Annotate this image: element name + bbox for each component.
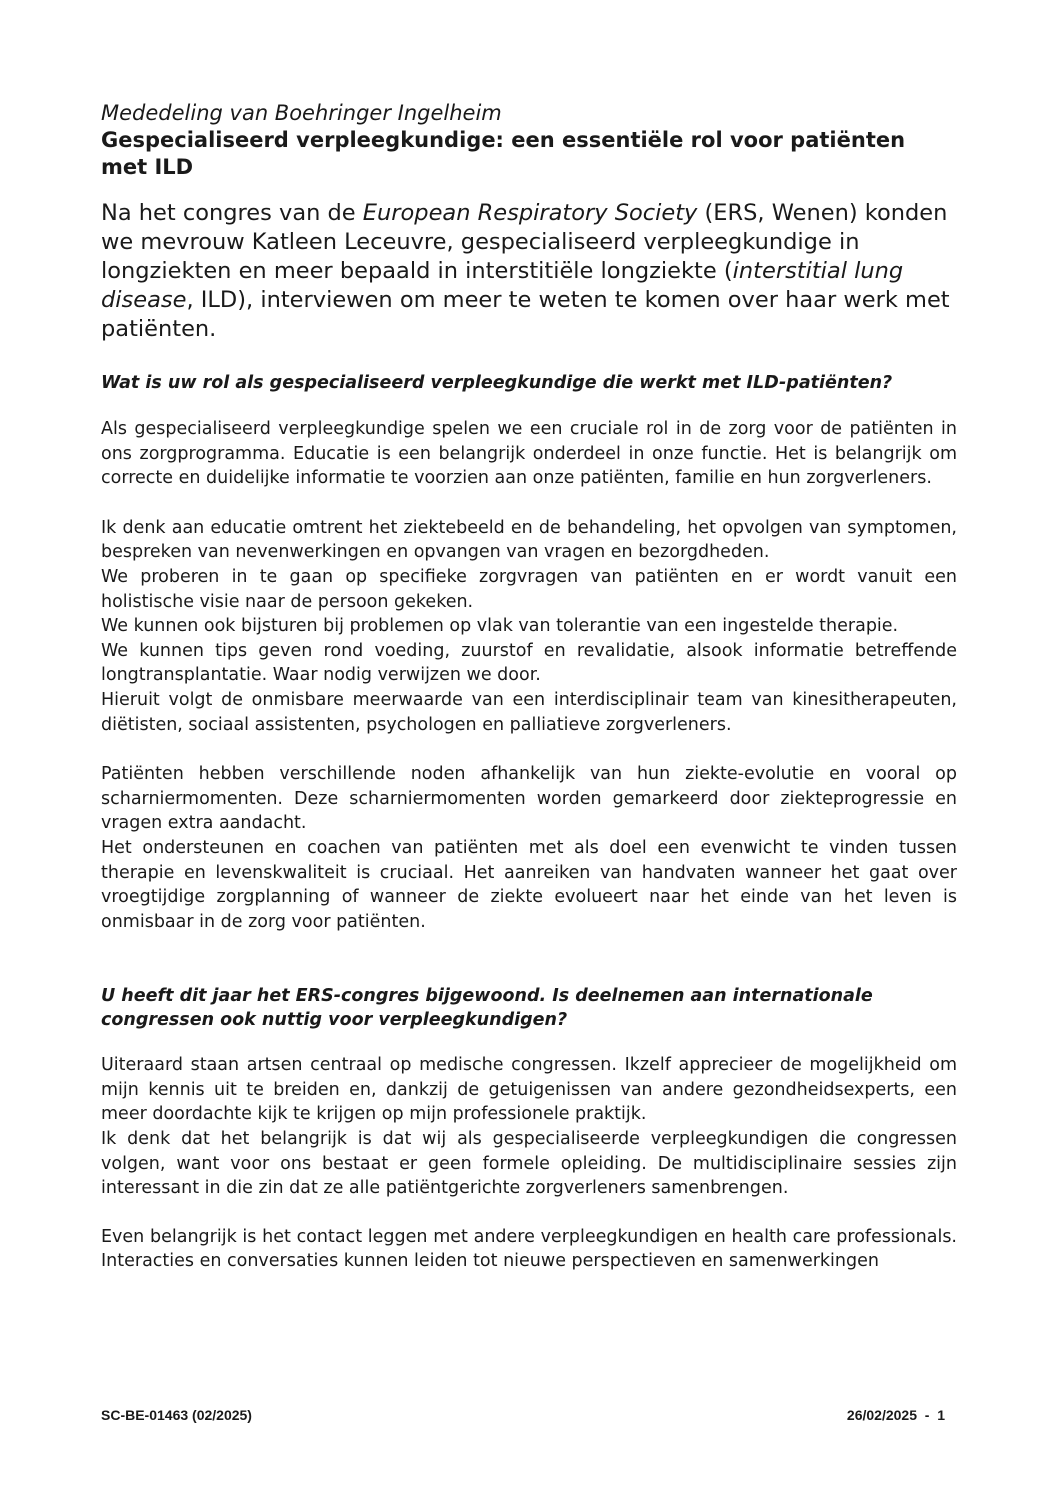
answer-1-paragraph-1: Als gespecialiseerd verpleegkundige spelen we een cruciale rol in de zorg voor de patiënten in ons zorgprogramma. Educatie is een belangrijk onderdeel in onze functie. Het is belangrijk om correcte en duidelijke informatie te voorzien aan onze patiënten, familie en hun zorgverleners. xyxy=(101,419,957,489)
question-2: U heeft dit jaar het ERS-congres bijgewoond. Is deelnemen aan internationale congressen ook nuttig voor verpleegkundigen? xyxy=(101,986,873,1031)
answer-1-paragraph-2 xyxy=(101,516,957,737)
kicker: Mededeling van Boehringer Ingelheim xyxy=(101,101,502,125)
answer-1-p2-line-5: Hieruit volgt de onmisbare meerwaarde van een interdisciplinair team van kinesitherapeuten, diëtisten, sociaal assistenten, psychologen en palliatieve zorgverleners. xyxy=(101,689,957,735)
answer-1-p2-line-4: We kunnen tips geven rond voeding, zuurstof en revalidatie, alsook informatie betreffende longtransplantatie. Waar nodig verwijzen we door. xyxy=(101,640,957,686)
document-page xyxy=(101,100,957,1274)
date-page-number: 26/02/2025 - 1 xyxy=(846,1407,945,1423)
answer-2-paragraph-1 xyxy=(101,1053,957,1201)
answer-2-paragraph-2: Even belangrijk is het contact leggen met andere verpleegkundigen en health care professionals. Interacties en conversaties kunnen leiden tot nieuwe perspectieven en samenwerkingen xyxy=(101,1226,957,1272)
lead-text-3: , ILD), interviewen om meer te weten te komen over haar werk met patiënten. xyxy=(101,287,950,342)
article-title: Gespecialiseerd verpleegkundige: een essentiële rol voor patiënten met ILD xyxy=(101,128,906,179)
answer-2-p1-line-2: Ik denk dat het belangrijk is dat wij als gespecialiseerde verpleegkundigen die congressen volgen, want voor ons bestaat er geen formele opleiding. De multidisciplinaire sessies zijn interessant in die zin dat ze alle patiëntgerichte zorgverleners samenbrengen. xyxy=(101,1129,957,1199)
lead-text-2: (ERS, Wenen) konden we mevrouw Katleen Leceuvre, gespecialiseerd verpleegkundige in longziekten en meer bepaald in interstitiële longziekte ( xyxy=(101,200,948,284)
lead-ers-italic: European Respiratory Society xyxy=(362,200,698,226)
lead-ild-italic: interstitial lung disease xyxy=(101,258,904,313)
question-1: Wat is uw rol als gespecialiseerd verpleegkundige die werkt met ILD-patiënten? xyxy=(101,373,893,393)
answer-1-p2-line-3: We kunnen ook bijsturen bij problemen op vlak van tolerantie van een ingestelde therapie. xyxy=(101,616,899,637)
answer-1-p2-line-1: Ik denk aan educatie omtrent het ziektebeeld en de behandeling, het opvolgen van symptomen, bespreken van nevenwerkingen en opvangen van vragen en bezorgdheden. xyxy=(101,517,957,563)
answer-1-p3-line-2: Het ondersteunen en coachen van patiënten met als doel een evenwicht te vinden tussen therapie en levenskwaliteit is cruciaal. Het aanreiken van handvaten wanneer het gaat over vroegtijdige zorgplanning of wanneer de ziekte evolueert naar het einde van het leven is onmisbaar in de zorg voor patiënten. xyxy=(101,837,957,932)
answer-1-paragraph-3 xyxy=(101,762,957,934)
answer-2-p1-line-1: Uiteraard staan artsen centraal op medische congressen. Ikzelf apprecieer de mogelijkheid om mijn kennis uit te breiden en, dankzij de getuigenissen van andere gezondheidsexperts, een meer doordachte kijk te krijgen op mijn professionele praktijk. xyxy=(101,1055,957,1125)
document-code: SC-BE-01463 (02/2025) xyxy=(101,1407,252,1423)
answer-1-p3-line-1: Patiënten hebben verschillende noden afhankelijk van hun ziekte-evolutie en vooral op scharniermomenten. Deze scharniermomenten worden gemarkeerd door ziekteprogressie en vragen extra aandacht. xyxy=(101,764,957,834)
lead-text-1: Na het congres van de xyxy=(101,200,363,226)
lead-paragraph xyxy=(101,199,957,344)
answer-1-p2-line-2: We proberen in te gaan op specifieke zorgvragen van patiënten en er wordt vanuit een holistische visie naar de persoon gekeken. xyxy=(101,566,957,612)
